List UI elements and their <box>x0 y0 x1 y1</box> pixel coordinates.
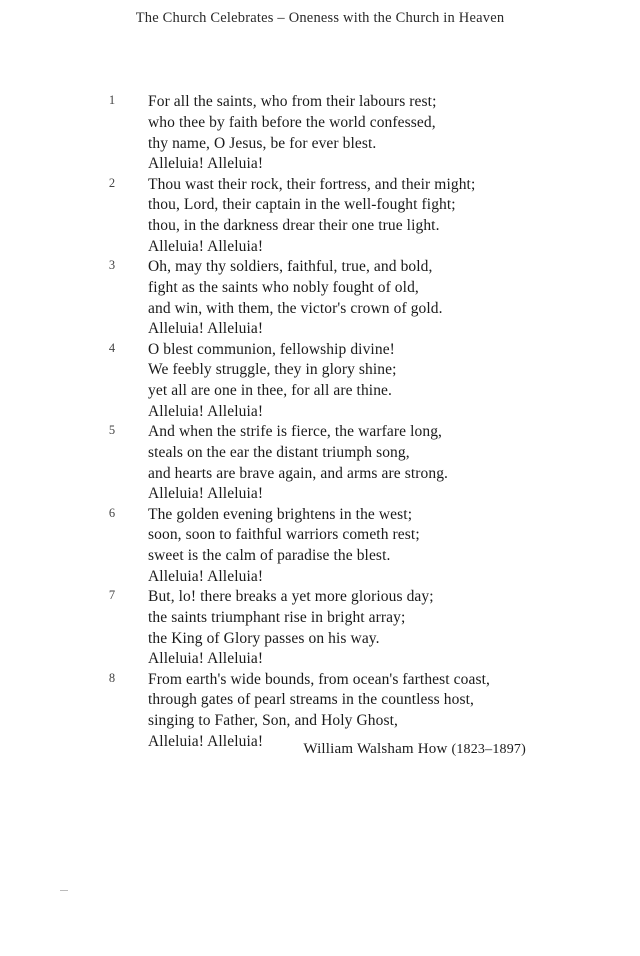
verse-line: thy name, O Jesus, be for ever blest. <box>148 134 377 152</box>
verse-lines <box>148 587 434 670</box>
verse-line: We feebly struggle, they in glory shine; <box>148 361 397 379</box>
verse-line: Oh, may thy soldiers, faithful, true, and bold, <box>148 258 433 275</box>
verse-line: But, lo! there breaks a yet more glorious day; <box>148 588 434 605</box>
verse-line: Alleluia! Alleluia! <box>148 320 264 338</box>
verse-line: and hearts are brave again, and arms are strong. <box>148 464 449 482</box>
verse-line: For all the saints, who from their labours rest; <box>148 93 437 110</box>
verse-line: Alleluia! Alleluia! <box>148 402 264 420</box>
verse-line: The golden evening brightens in the west; <box>148 505 413 523</box>
verse-line: Alleluia! Alleluia! <box>148 485 264 503</box>
page-header: The Church Celebrates – Oneness with the Church in Heaven <box>135 10 505 26</box>
verse-line: Alleluia! Alleluia! <box>148 237 264 255</box>
verse-lines <box>148 340 397 423</box>
verse <box>0 587 640 670</box>
verse <box>0 340 640 423</box>
verse-lines <box>148 422 448 505</box>
verse-line: From earth's wide bounds, from ocean's farthest coast, <box>148 670 490 688</box>
verse <box>0 175 640 258</box>
verse <box>0 92 640 175</box>
verse-number: 1 <box>108 93 116 107</box>
verse-number: 2 <box>108 175 116 190</box>
verse-line: sweet is the calm of paradise the blest. <box>148 547 391 565</box>
verse-line: yet all are one in thee, for all are thine. <box>148 382 393 400</box>
verse-line: Alleluia! Alleluia! <box>148 650 264 668</box>
verse-line: thou, in the darkness drear their one true light. <box>148 217 440 235</box>
verse-line: the King of Glory passes on his way. <box>148 629 380 647</box>
verse-line: singing to Father, Son, and Holy Ghost, <box>148 712 398 730</box>
verse-line: thou, Lord, their captain in the well-fought fight; <box>148 196 456 214</box>
verse-number: 3 <box>108 258 116 272</box>
page-mark <box>60 890 68 891</box>
verse-line: who thee by faith before the world confessed, <box>148 113 436 131</box>
author-name: William Walsham How <box>303 741 448 757</box>
verse-line: soon, soon to faithful warriors cometh rest; <box>148 526 420 544</box>
author-dates: (1823–1897) <box>451 742 526 757</box>
verse-line: Alleluia! Alleluia! <box>148 732 264 750</box>
verse-line: Alleluia! Alleluia! <box>148 155 264 173</box>
verse-line: Alleluia! Alleluia! <box>148 567 264 585</box>
verse-line: steals on the ear the distant triumph song, <box>148 443 410 461</box>
verse <box>0 670 640 753</box>
verse-line: fight as the saints who nobly fought of old, <box>148 278 419 296</box>
verse-number: 5 <box>108 423 116 437</box>
verse-line: And when the strife is fierce, the warfare long, <box>148 423 443 440</box>
attribution <box>303 741 526 758</box>
verse <box>0 422 640 505</box>
verse-number: 7 <box>108 588 116 602</box>
verse-number: 4 <box>108 340 116 355</box>
verse-lines <box>148 505 420 588</box>
verse-lines <box>148 92 436 175</box>
verse-lines <box>148 175 475 258</box>
verse-number: 6 <box>108 505 116 520</box>
verse <box>0 505 640 588</box>
verse-line: through gates of pearl streams in the countless host, <box>148 691 474 709</box>
hymn-verses <box>0 92 640 752</box>
verse-number: 8 <box>108 670 116 685</box>
verse <box>0 257 640 340</box>
verse-line: the saints triumphant rise in bright array; <box>148 608 406 626</box>
verse-line: and win, with them, the victor's crown of gold. <box>148 299 443 317</box>
verse-line: Thou wast their rock, their fortress, and their might; <box>148 175 476 193</box>
verse-lines <box>148 257 443 340</box>
verse-line: O blest communion, fellowship divine! <box>148 340 395 358</box>
